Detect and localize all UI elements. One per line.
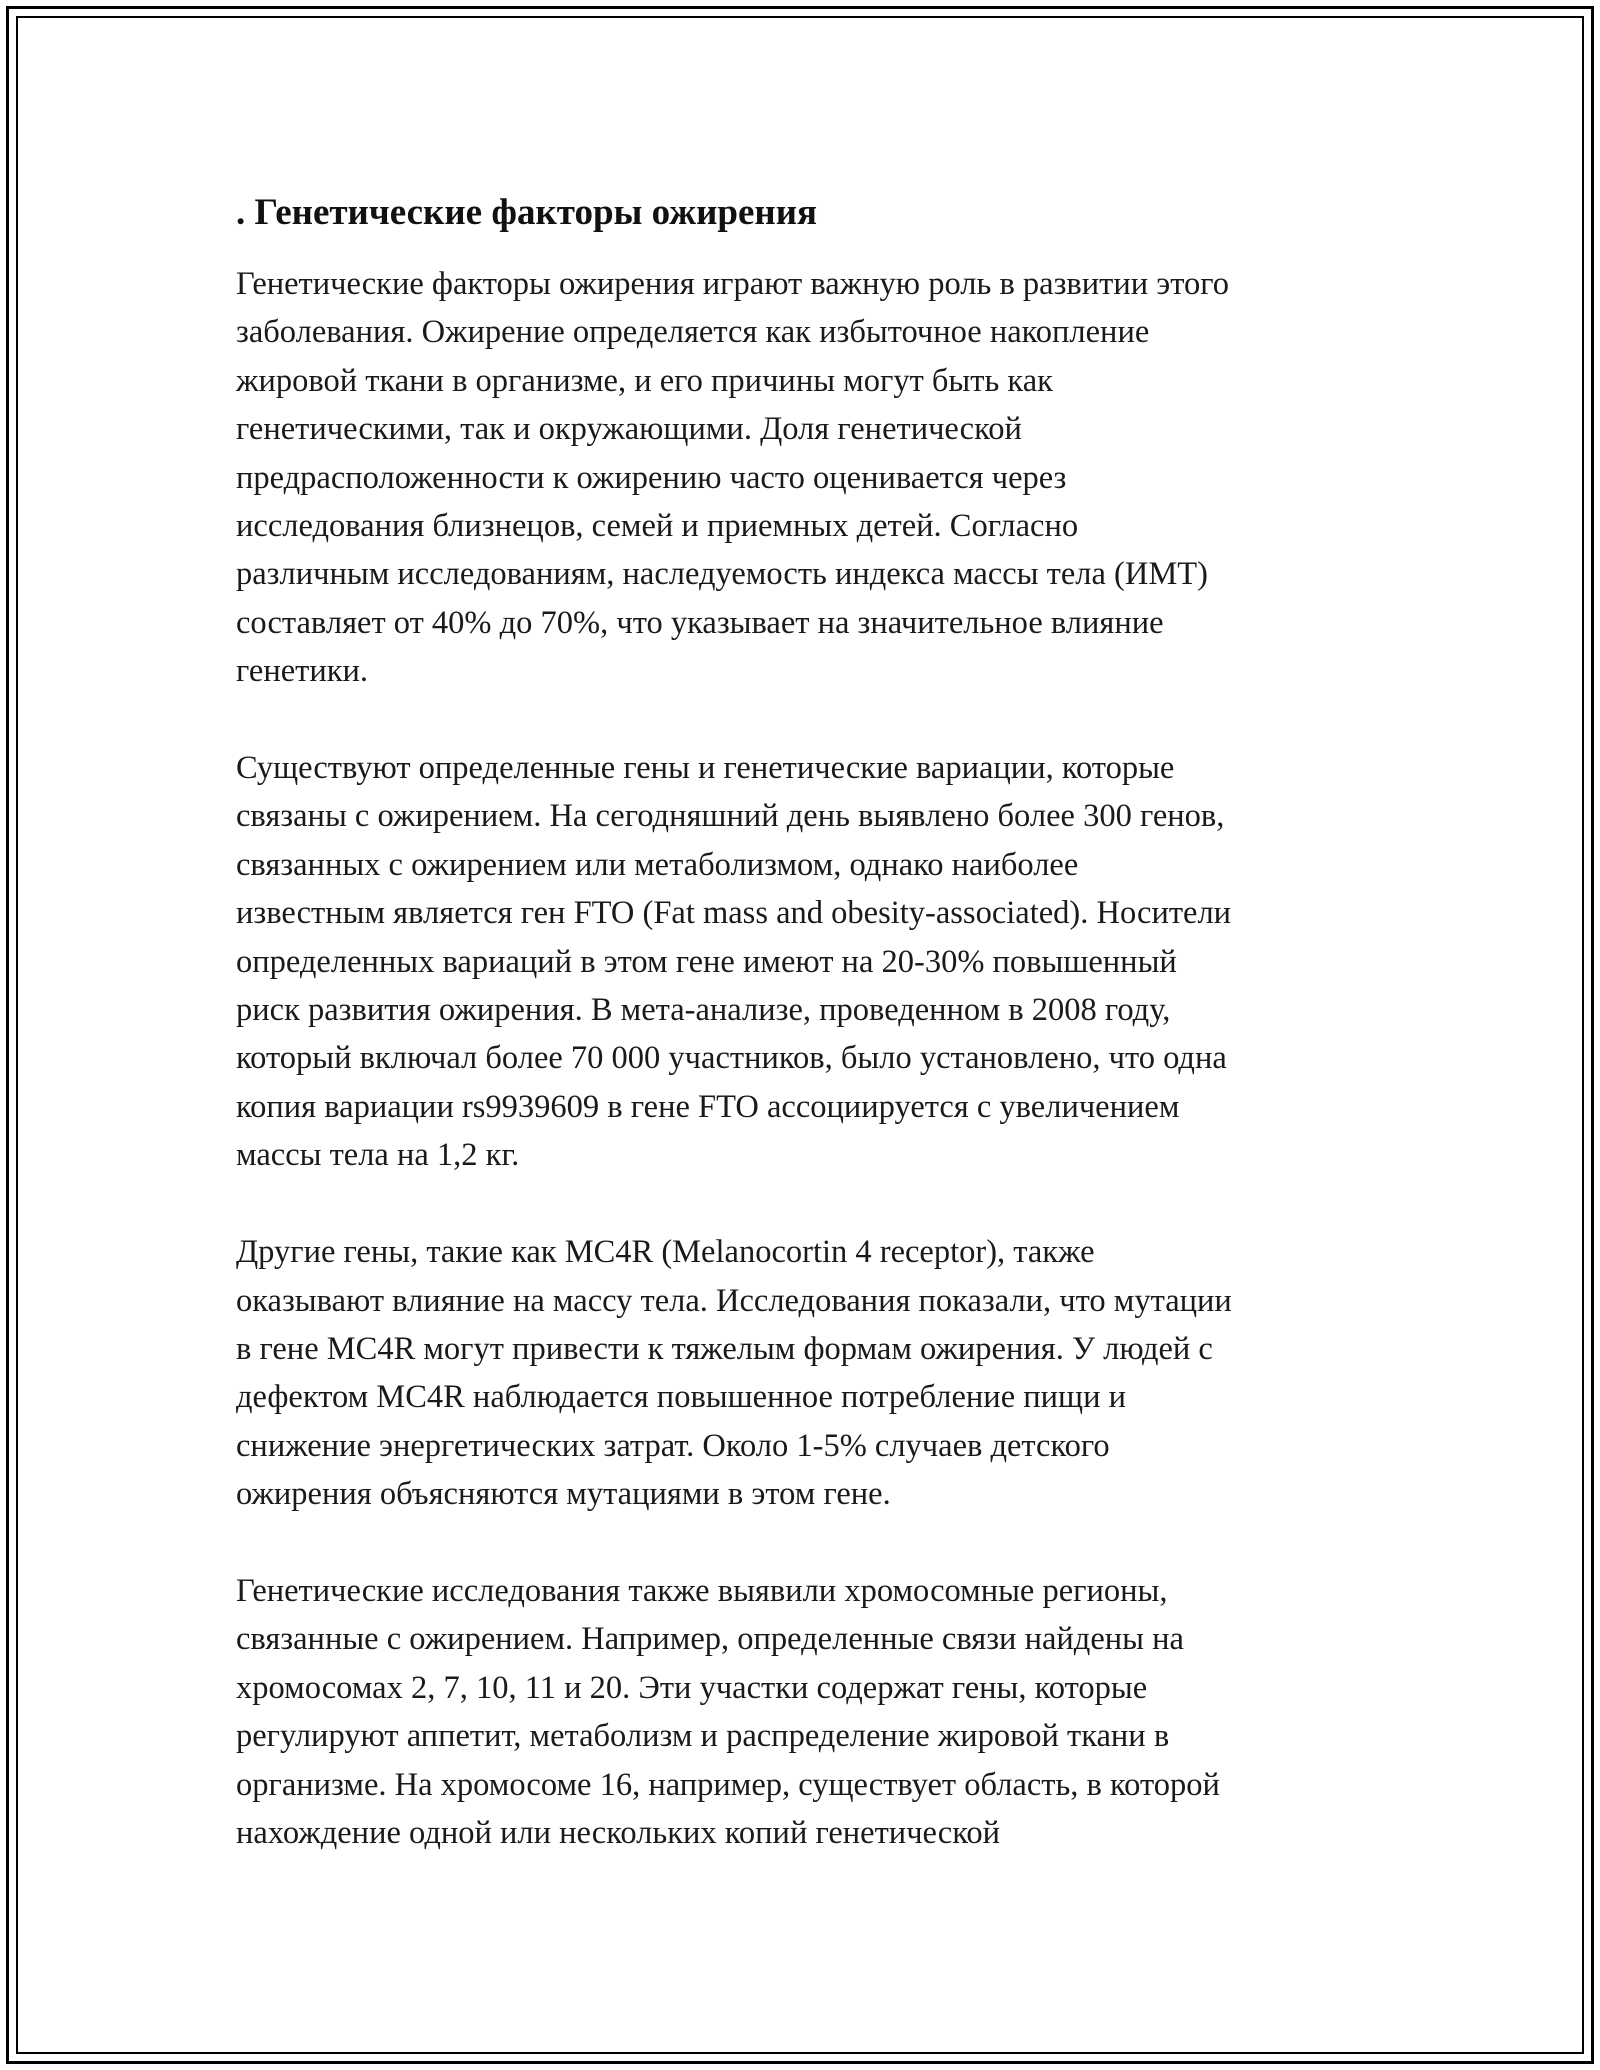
- text-line: Генетические факторы ожирения играют важную роль в развитии этого: [236, 266, 1230, 302]
- text-line: дефектом MC4R наблюдается повышенное потребление пищи и: [236, 1379, 1126, 1416]
- text-line: заболевания. Ожирение определяется как избыточное накопление: [236, 314, 1150, 351]
- text-line: Генетические исследования также выявили хромосомные регионы,: [236, 1572, 1168, 1609]
- text-line: генетики.: [236, 653, 369, 690]
- text-line: различным исследованиям, наследуемость индекса массы тела (ИМТ): [236, 556, 1208, 593]
- text-line: нахождение одной или нескольких копий генетической: [236, 1814, 1000, 1851]
- text-line: хромосомах 2, 7, 10, 11 и 20. Эти участки содержат гены, которые: [236, 1669, 1148, 1706]
- paragraph-1: [236, 260, 1386, 696]
- text-line: связанные с ожирением. Например, определенные связи найдены на: [236, 1621, 1184, 1658]
- text-line: риск развития ожирения. В мета-анализе, проведенном в 2008 году,: [236, 992, 1171, 1029]
- text-line: массы тела на 1,2 кг.: [236, 1137, 520, 1174]
- text-line: связаны с ожирением. На сегодняшний день выявлено более 300 генов,: [236, 798, 1225, 835]
- text-line: в гене MC4R могут привести к тяжелым формам ожирения. У людей с: [236, 1330, 1213, 1367]
- text-line: копия вариации rs9939609 в гене FTO ассоциируется с увеличением: [236, 1088, 1180, 1125]
- text-line: исследования близнецов, семей и приемных детей. Согласно: [236, 508, 1079, 545]
- text-line: организме. На хромосоме 16, например, существует область, в которой: [236, 1766, 1220, 1803]
- section-title: . Генетические факторы ожирения: [236, 192, 818, 233]
- text-line: ожирения объясняются мутациями в этом гене.: [236, 1476, 891, 1513]
- text-line: снижение энергетических затрат. Около 1-5% случаев детского: [236, 1427, 1110, 1464]
- text-line: определенных вариаций в этом гене имеют на 20-30% повышенный: [236, 943, 1177, 980]
- text-line: Другие гены, такие как MC4R (Melanocortin 4 receptor), также: [236, 1234, 1095, 1271]
- text-line: регулируют аппетит, метаболизм и распределение жировой ткани в: [236, 1718, 1170, 1755]
- text-line: известным является ген FTO (Fat mass and obesity-associated). Носители: [236, 895, 1232, 932]
- paragraph-3: [236, 1228, 1386, 1518]
- text-line: связанных с ожирением или метаболизмом, однако наиболее: [236, 846, 1079, 883]
- text-line: который включал более 70 000 участников, было установлено, что одна: [236, 1040, 1227, 1077]
- paragraph-4: [236, 1567, 1386, 1857]
- text-line: генетическими, так и окружающими. Доля генетической: [236, 411, 1022, 448]
- text-line: Существуют определенные гены и генетические вариации, которые: [236, 750, 1175, 787]
- text-line: оказывают влияние на массу тела. Исследования показали, что мутации: [236, 1282, 1232, 1319]
- document-body: [236, 188, 1386, 1906]
- text-line: составляет от 40% до 70%, что указывает на значительное влияние: [236, 604, 1164, 641]
- text-line: жировой ткани в организме, и его причины могут быть как: [236, 362, 1053, 399]
- text-line: предрасположенности к ожирению часто оценивается через: [236, 459, 1067, 496]
- paragraph-2: [236, 744, 1386, 1180]
